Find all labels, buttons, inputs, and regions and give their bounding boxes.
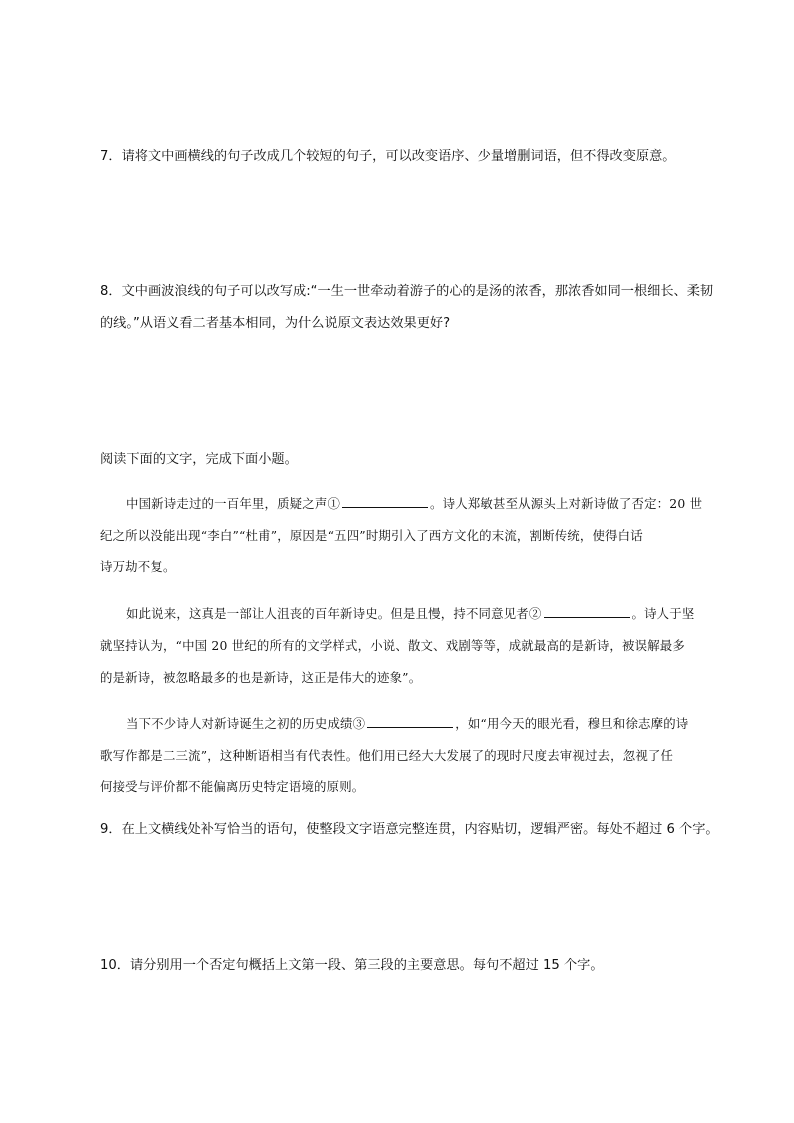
passage-p3-line-1 [126, 714, 688, 734]
passage-p2-text-b: 。诗人于坚 [631, 606, 695, 621]
blank-1 [342, 494, 428, 508]
passage-p1-line-1 [126, 494, 702, 514]
passage-p1-text-a: 中国新诗走过的一百年里，质疑之声① [126, 496, 341, 511]
passage-p1-line-2: 纪之所以没能出现“李白”“杜甫”，原因是“五四”时期引入了西方文化的末流，割断传统，使得白话 [100, 528, 643, 543]
blank-2 [544, 604, 630, 618]
passage-p3-text-a: 当下不少诗人对新诗诞生之初的历史成绩③ [126, 716, 366, 731]
passage-p1-line-3: 诗万劫不复。 [100, 559, 176, 574]
question-7: 7．请将文中画横线的句子改成几个较短的句子，可以改变语序、少量增删词语，但不得改变原意。 [100, 149, 676, 164]
question-9: 9．在上文横线处补写恰当的语句，使整段文字语意完整连贯，内容贴切，逻辑严密。每处不超过 6 个字。 [100, 822, 719, 837]
passage-p3-line-3: 何接受与评价都不能偏离历史特定语境的原则。 [100, 779, 365, 794]
question-8-line-1: 8．文中画波浪线的句子可以改写成:“一生一世牵动着游子的心的是汤的浓香，那浓香如同一根细长、柔韧 [100, 284, 714, 299]
passage-p2-text-a: 如此说来，这真是一部让人沮丧的百年新诗史。但是且慢，持不同意见者② [126, 606, 542, 621]
reading-instruction: 阅读下面的文字，完成下面小题。 [100, 452, 298, 467]
passage-p1-text-b: 。诗人郑敏甚至从源头上对新诗做了否定：20 世 [430, 496, 703, 511]
passage-p2-line-1 [126, 604, 694, 624]
question-10: 10．请分别用一个否定句概括上文第一段、第三段的主要意思。每句不超过 15 个字。 [100, 958, 604, 973]
question-8-line-2: 的线。”从语义看二者基本相同，为什么说原文表达效果更好? [100, 316, 451, 331]
passage-p3-text-b: ，如“用今天的眼光看，穆旦和徐志摩的诗 [455, 716, 689, 731]
passage-p3-line-2: 歌写作都是二三流”，这种断语相当有代表性。他们用已经大大发展了的现时尺度去审视过去，忽视了任 [100, 748, 674, 763]
passage-p2-line-2: 就坚持认为，“中国 20 世纪的所有的文学样式，小说、散文、戏剧等等，成就最高的是新诗，被误解最多 [100, 638, 685, 653]
blank-3 [367, 714, 453, 728]
passage-p2-line-3: 的是新诗，被忽略最多的也是新诗，这正是伟大的迹象”。 [100, 670, 422, 685]
